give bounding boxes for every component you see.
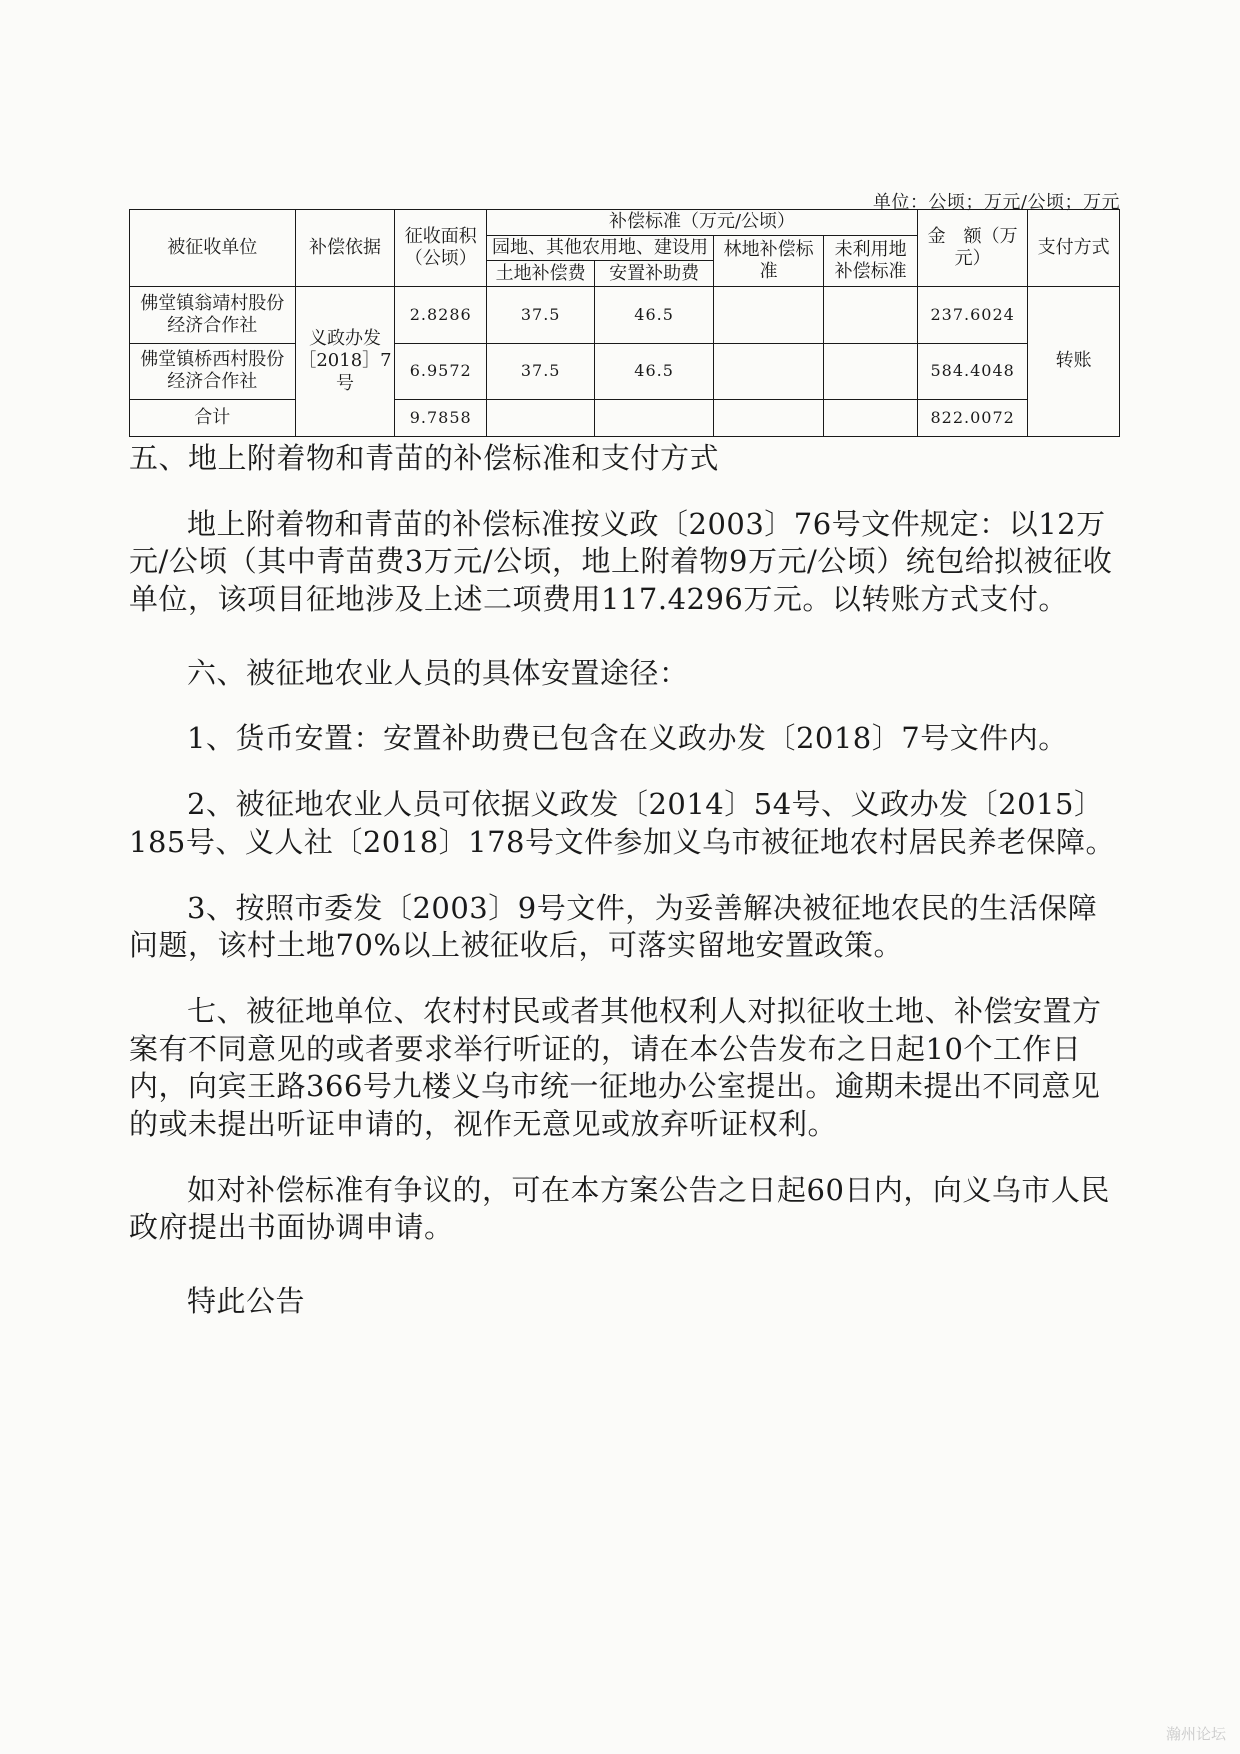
cell-land-fee: 37.5 <box>487 343 595 399</box>
header-payment: 支付方式 <box>1028 210 1120 287</box>
unit-line: 单位：公顷；万元/公顷；万元 <box>872 192 1120 213</box>
header-garden-group: 园地、其他农用地、建设用 <box>487 236 714 261</box>
cell-resettle-fee: 46.5 <box>595 287 714 343</box>
section-6-item-1: 1、货币安置：安置补助费已包含在义政办发〔2018〕7号文件内。 <box>187 721 1068 756</box>
cell-forest <box>713 343 823 399</box>
cell-total-area: 9.7858 <box>395 400 487 437</box>
cell-land-fee: 37.5 <box>487 287 595 343</box>
header-unused: 未利用地补偿标准 <box>824 236 918 287</box>
cell-forest <box>713 287 823 343</box>
dispute-paragraph: 如对补偿标准有争议的，可在本方案公告之日起60日内，向义乌市人民政府提出书面协调申请。 <box>129 1172 1110 1245</box>
watermark: 瀚州论坛 <box>1165 1725 1226 1743</box>
table-row <box>130 343 1120 399</box>
cell-unit: 佛堂镇翁靖村股份经济合作社 <box>130 287 296 343</box>
section-6-item-3: 3、按照市委发〔2003〕9号文件，为妥善解决被征地农民的生活保障问题，该村土地70%以上被征收后，可落实留地安置政策。 <box>129 890 1098 963</box>
header-standard: 补偿标准（万元/公顷） <box>487 210 918 236</box>
cell-area: 2.8286 <box>395 287 487 343</box>
compensation-table <box>129 209 1120 437</box>
cell-amount: 584.4048 <box>918 343 1028 399</box>
cell-total-label: 合计 <box>130 400 296 437</box>
header-unit: 被征收单位 <box>130 210 296 287</box>
section-6-heading: 六、被征地农业人员的具体安置途径： <box>187 655 689 690</box>
header-resettle-fee: 安置补助费 <box>595 261 714 287</box>
header-land-fee: 土地补偿费 <box>487 261 595 287</box>
header-basis: 补偿依据 <box>295 210 395 287</box>
cell-unit: 佛堂镇桥西村股份经济合作社 <box>130 343 296 399</box>
document-body <box>129 440 1121 1321</box>
cell-area: 6.9572 <box>395 343 487 399</box>
table-total-row <box>130 400 1120 437</box>
section-7-body: 七、被征地单位、农村村民或者其他权利人对拟征收土地、补偿安置方案有不同意见的或者要求举行听证的，请在本公告发布之日起10个工作日内，向宾王路366号九楼义乌市统一征地办公室提出。逾期未提出不同意见的或未提出听证申请的，视作无意见或放弃听证权利。 <box>129 993 1102 1141</box>
table-row <box>130 287 1120 343</box>
cell-unused <box>824 287 918 343</box>
cell-resettle-fee: 46.5 <box>595 343 714 399</box>
cell-amount: 237.6024 <box>918 287 1028 343</box>
header-area: 征收面积（公顷） <box>395 210 487 287</box>
cell-unused <box>824 343 918 399</box>
closing-line: 特此公告 <box>187 1284 306 1318</box>
cell-basis: 义政办发［2018］7号 <box>295 287 395 437</box>
section-6-item-2: 2、被征地农业人员可依据义政发〔2014〕54号、义政办发〔2015〕185号、义人社〔2018〕178号文件参加义乌市被征地农村居民养老保障。 <box>129 787 1116 859</box>
section-5-body: 地上附着物和青苗的补偿标准按义政〔2003〕76号文件规定：以12万元/公顷（其中青苗费3万元/公顷，地上附着物9万元/公顷）统包给拟被征收单位，该项目征地涉及上述二项费用117.4296万元。以转账方式支付。 <box>129 506 1113 617</box>
section-5-heading: 五、地上附着物和青苗的补偿标准和支付方式 <box>129 441 720 475</box>
cell-payment: 转账 <box>1028 287 1120 437</box>
header-forest: 林地补偿标准 <box>713 236 823 287</box>
cell-total-amount: 822.0072 <box>918 400 1028 437</box>
header-amount: 金 额（万元） <box>918 210 1028 287</box>
